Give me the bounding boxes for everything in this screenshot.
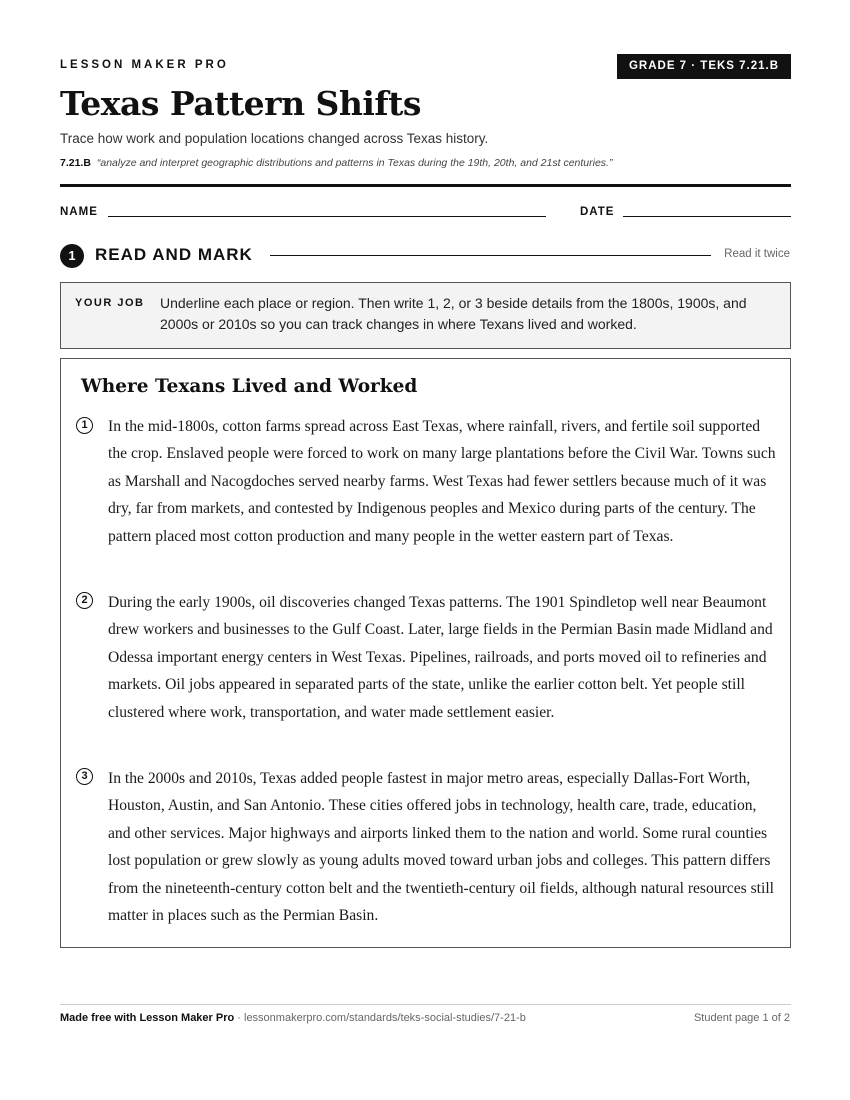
standard-code: 7.21.B xyxy=(60,157,91,169)
instructions-label: YOUR JOB xyxy=(75,297,145,309)
paragraph-number-2: 2 xyxy=(76,592,93,609)
paragraph-3: In the 2000s and 2010s, Texas added people fastest in major metro areas, especially Dallas-Fort Worth, Houston, Austin, and San Antonio. These cities offered jobs in technology, health care, trade, education, and other services. Major highways and airports linked them to the nation and world. Some rural counties lost population or grew slowly as young adults moved toward urban jobs and colleges. This pattern differs from the nineteenth-century cotton belt and the twentieth-century oil fields, although natural resources still matter in places such as the Permian Basin. xyxy=(108,770,774,925)
instructions-box xyxy=(60,282,791,349)
standard-line xyxy=(60,157,612,169)
passage-title: Where Texans Lived and Worked xyxy=(81,376,418,397)
page-title: Texas Pattern Shifts xyxy=(60,84,421,123)
paragraph-number-1: 1 xyxy=(76,417,93,434)
footer-page-number: Student page 1 of 2 xyxy=(693,1012,790,1024)
section-note: Read it twice xyxy=(724,248,790,260)
grade-badge: GRADE 7 · TEKS 7.21.B xyxy=(617,54,791,79)
section-divider xyxy=(270,255,711,256)
header-divider xyxy=(60,184,791,187)
instructions-text: Underline each place or region. Then write 1, 2, or 3 beside details from the 1800s, 1900s, and 2000s or 2010s so you can track changes in where Texans lived and worked. xyxy=(160,295,747,332)
footer-url: · lessonmakerpro.com/standards/teks-social-studies/7-21-b xyxy=(234,1012,526,1024)
paragraph-number-3: 3 xyxy=(76,768,93,785)
page-subtitle: Trace how work and population locations changed across Texas history. xyxy=(60,131,489,146)
footer-credit xyxy=(60,1012,526,1024)
footer-divider xyxy=(60,1004,791,1005)
footer-made-with: Made free with Lesson Maker Pro xyxy=(60,1012,235,1024)
section-number-badge: 1 xyxy=(60,244,84,268)
date-field[interactable] xyxy=(623,216,791,217)
name-label: NAME xyxy=(60,206,98,218)
name-field[interactable] xyxy=(108,216,546,217)
date-label: DATE xyxy=(580,206,615,218)
reading-passage xyxy=(60,358,791,948)
paragraph-2: During the early 1900s, oil discoveries changed Texas patterns. The 1901 Spindletop well near Beaumont drew workers and businesses to the Gulf Coast. Later, large fields in the Permian Basin made Midland and Odessa important energy centers in West Texas. Pipelines, railroads, and ports moved oil to refineries and markets. Oil jobs appeared in separated parts of the state, unlike the earlier cotton belt. Yet people still clustered where work, transportation, and water made settlement easier. xyxy=(108,594,773,721)
paragraph-1: In the mid-1800s, cotton farms spread across East Texas, where rainfall, rivers, and fertile soil supported the crop. Enslaved people were forced to work on many large plantations before the Civil War. Towns such as Marshall and Nacogdoches served nearby farms. West Texas had fewer settlers because much of it was dry, far from markets, and contested by Indigenous peoples and Mexico during parts of the century. The pattern placed most cotton production and many people in the wetter eastern part of Texas. xyxy=(108,418,776,545)
section-title: READ AND MARK xyxy=(95,245,253,264)
standard-text: “analyze and interpret geographic distributions and patterns in Texas during the 19th, 20th, and 21st centuries.” xyxy=(96,157,613,169)
brand-name: LESSON MAKER PRO xyxy=(60,59,229,71)
